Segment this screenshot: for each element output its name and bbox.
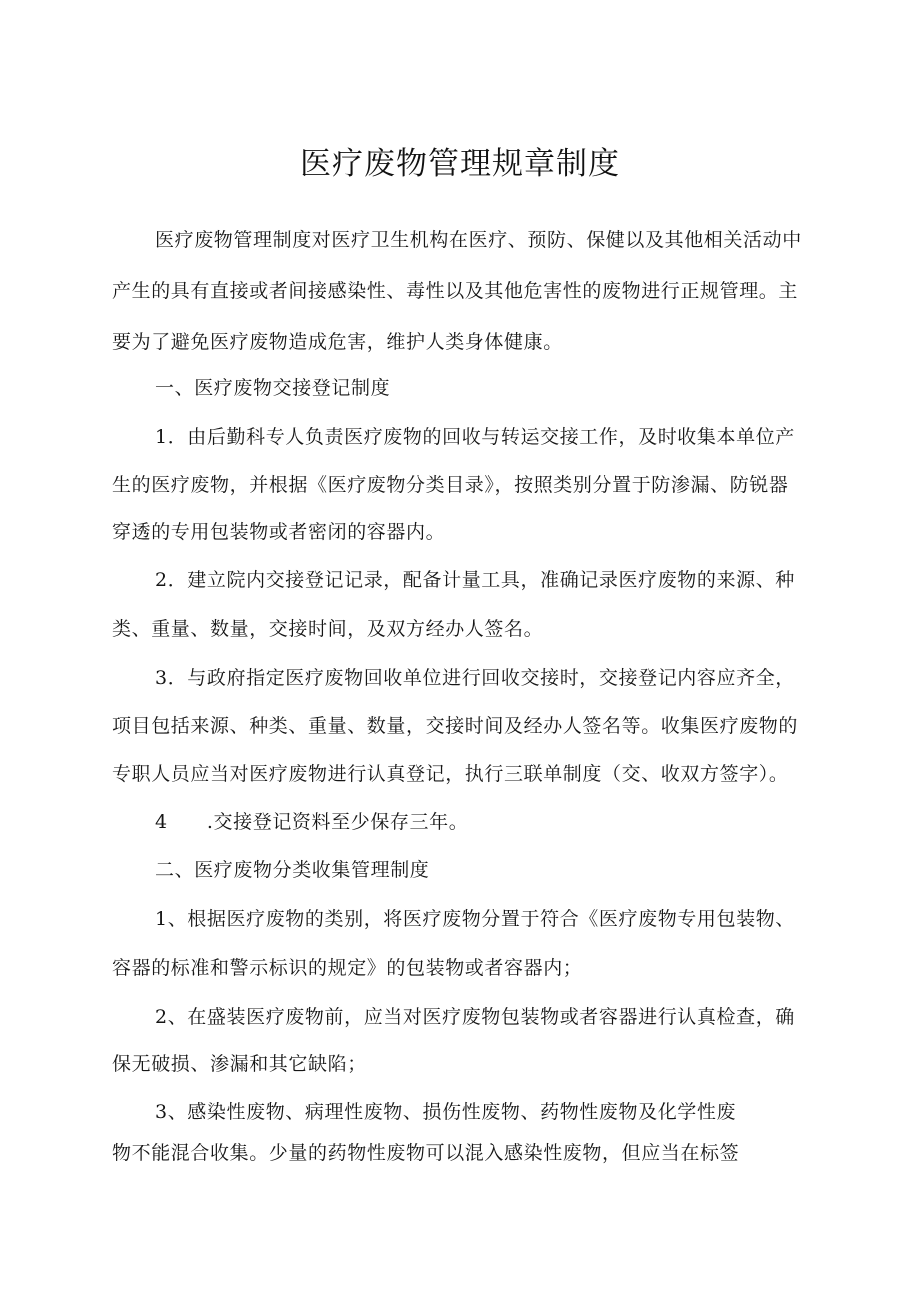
paragraph-line: 3、感染性废物、病理性废物、损伤性废物、药物性废物及化学性废	[155, 1101, 737, 1123]
paragraph-line: 医疗废物管理制度对医疗卫生机构在医疗、预防、保健以及其他相关活动中	[155, 229, 802, 251]
paragraph-line: 2、在盛装医疗废物前，应当对医疗废物包装物或者容器进行认真检查，确	[155, 1006, 795, 1028]
section-heading: 一、医疗废物交接登记制度	[155, 377, 391, 399]
paragraph-line: 类、重量、数量，交接时间，及双方经办人签名。	[112, 618, 544, 640]
document-title: 医疗废物管理规章制度	[300, 146, 620, 182]
paragraph-line: 专职人员应当对医疗废物进行认真登记，执行三联单制度（交、收双方签字）。	[112, 763, 789, 785]
paragraph-line: 生的医疗废物，并根据《医疗废物分类目录》，按照类别分置于防渗漏、防锐器	[112, 474, 789, 496]
paragraph-line: 3．与政府指定医疗废物回收单位进行回收交接时，交接登记内容应齐全，	[155, 667, 795, 689]
paragraph-line: 1．由后勤科专人负责医疗废物的回收与转运交接工作，及时收集本单位产	[155, 426, 795, 448]
paragraph-line: 物不能混合收集。少量的药物性废物可以混入感染性废物，但应当在标签	[112, 1142, 740, 1164]
paragraph-line: 2．建立院内交接登记记录，配备计量工具，准确记录医疗废物的来源、种	[155, 569, 795, 591]
paragraph-line: 1、根据医疗废物的类别，将医疗废物分置于符合《医疗废物专用包装物、	[155, 908, 795, 930]
paragraph-line: 容器的标准和警示标识的规定》的包装物或者容器内；	[112, 957, 583, 979]
paragraph-line: 穿透的专用包装物或者密闭的容器内。	[112, 521, 446, 543]
paragraph-line: 4 .交接登记资料至少保存三年。	[155, 811, 469, 833]
paragraph-line: 产生的具有直接或者间接感染性、毒性以及其他危害性的废物进行正规管理。主	[112, 280, 799, 302]
paragraph-line: 保无破损、渗漏和其它缺陷；	[112, 1053, 367, 1075]
section-heading: 二、医疗废物分类收集管理制度	[155, 859, 430, 881]
paragraph-line: 项目包括来源、种类、重量、数量，交接时间及经办人签名等。收集医疗废物的	[112, 715, 799, 737]
paragraph-line: 要为了避免医疗废物造成危害，维护人类身体健康。	[112, 331, 563, 353]
